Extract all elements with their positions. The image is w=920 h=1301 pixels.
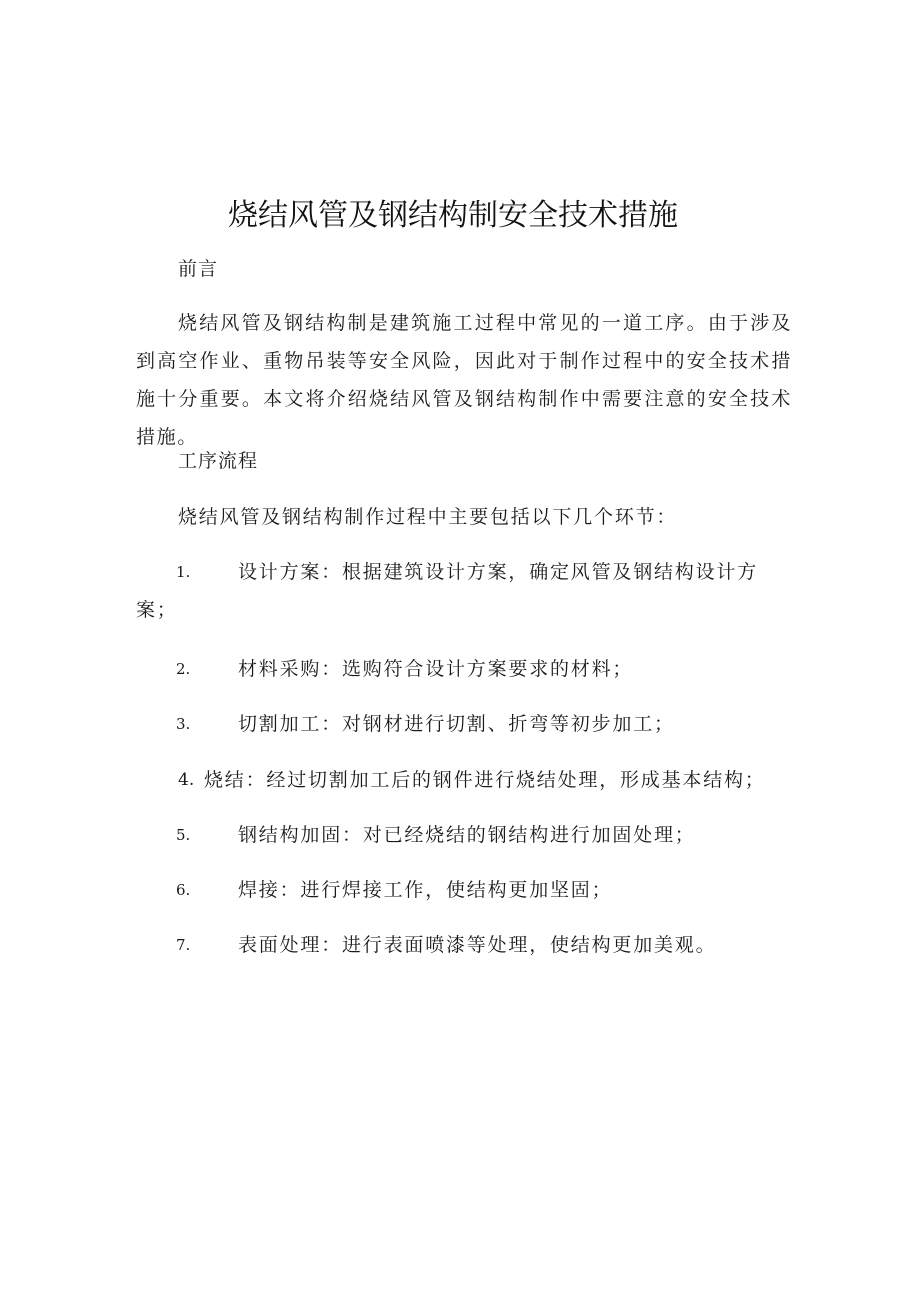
document-title: 烧结风管及钢结构制安全技术措施 bbox=[228, 198, 678, 233]
list-item-step-3 bbox=[136, 705, 776, 743]
list-item-step-5 bbox=[136, 816, 776, 854]
list-item-number: 4. bbox=[178, 770, 195, 790]
list-item-number: 5. bbox=[176, 826, 191, 844]
list-item-number: 7. bbox=[176, 936, 191, 954]
list-item-number: 3. bbox=[176, 715, 191, 733]
process-intro: 烧结风管及钢结构制作过程中主要包括以下几个环节： bbox=[178, 506, 678, 528]
list-item-text: 设计方案：根据建筑设计方案，确定风管及钢结构设计方案； bbox=[136, 561, 759, 621]
list-item-text: 表面处理：进行表面喷漆等处理，使结构更加美观。 bbox=[238, 934, 717, 956]
list-item-text: 焊接：进行焊接工作，使结构更加坚固； bbox=[238, 879, 613, 901]
list-item-number: 1. bbox=[176, 563, 191, 581]
preface-heading: 前言 bbox=[178, 258, 219, 280]
list-item-step-2 bbox=[136, 650, 776, 688]
process-heading: 工序流程 bbox=[178, 450, 259, 472]
list-item-step-1 bbox=[136, 553, 776, 629]
list-item-step-7 bbox=[136, 926, 776, 964]
list-item-step-4 bbox=[136, 761, 776, 799]
list-item-text: 材料采购：选购符合设计方案要求的材料； bbox=[238, 658, 634, 680]
preface-paragraph: 烧结风管及钢结构制是建筑施工过程中常见的一道工序。由于涉及到高空作业、重物吊装等安全风险，因此对于制作过程中的安全技术措施十分重要。本文将介绍烧结风管及钢结构制作中需要注意的安全技术措施。 bbox=[136, 312, 792, 448]
list-item-number: 6. bbox=[176, 881, 191, 899]
list-item-step-6 bbox=[136, 871, 776, 909]
list-item-number: 2. bbox=[176, 660, 191, 678]
list-item-text: 烧结：经过切割加工后的钢件进行烧结处理，形成基本结构； bbox=[204, 769, 766, 791]
list-item-text: 钢结构加固：对已经烧结的钢结构进行加固处理； bbox=[238, 824, 696, 846]
list-item-text: 切割加工：对钢材进行切割、折弯等初步加工； bbox=[238, 713, 675, 735]
